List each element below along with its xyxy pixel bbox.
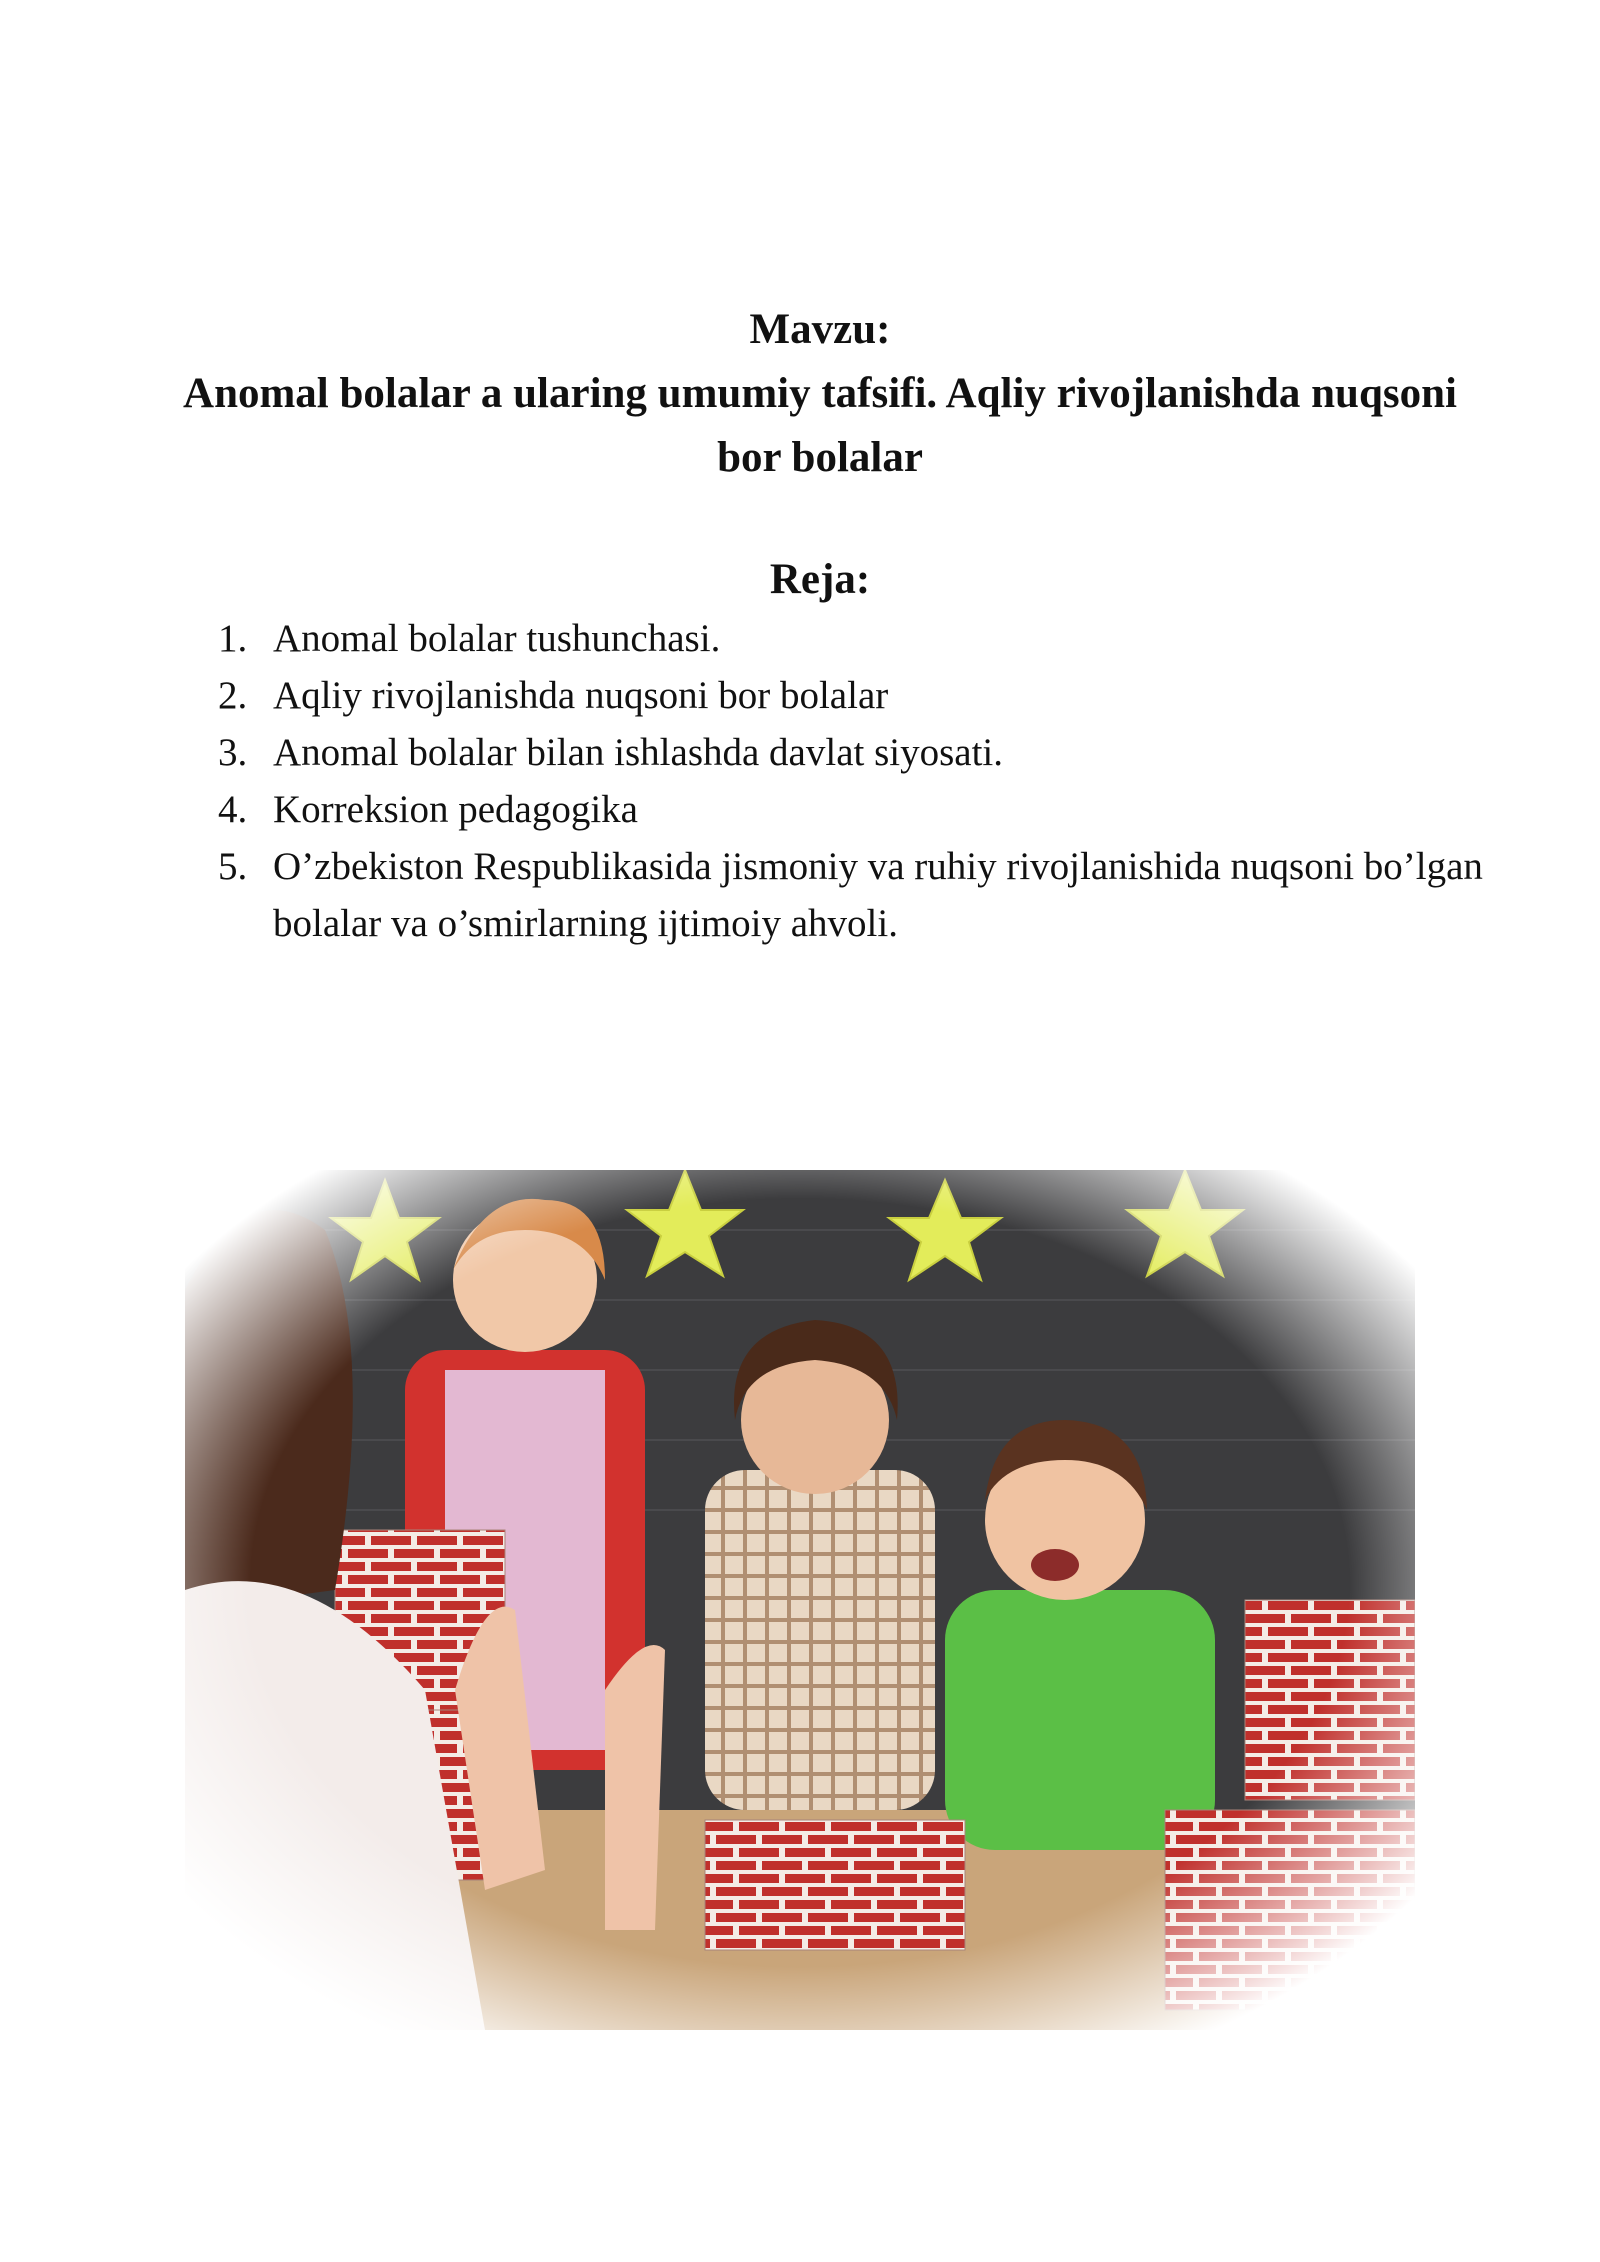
- plan-item-text: Anomal bolalar bilan ishlashda davlat siyosati.: [273, 731, 1004, 774]
- classroom-photo-illustration: [185, 1170, 1415, 2030]
- topic-label: Mavzu:: [749, 306, 891, 353]
- plan-item: [218, 724, 1508, 781]
- plan-item: [218, 667, 1508, 724]
- plan-item-number: 5.: [218, 845, 248, 888]
- plan-item-text: O’zbekiston Respublikasida jismoniy va ruhiy rivojlanishida nuqsoni bo’lgan bolalar va o’smirlarning ijtimoiy ahvoli.: [273, 845, 1483, 945]
- plan-item: [218, 781, 1508, 838]
- plan-list: [218, 610, 1508, 952]
- plan-item-number: 1.: [218, 617, 248, 660]
- plan-item-text: Anomal bolalar tushunchasi.: [273, 617, 721, 660]
- plan-item-number: 2.: [218, 674, 248, 717]
- plan-item-text: Korreksion pedagogika: [273, 788, 638, 831]
- plan-item: [218, 610, 1508, 667]
- document-title: Anomal bolalar a ularing umumiy tafsifi. Aqliy rivojlanishda nuqsoni bor bolalar: [183, 370, 1457, 481]
- plan-label: Reja:: [769, 556, 871, 603]
- plan-item-text: Aqliy rivojlanishda nuqsoni bor bolalar: [273, 674, 889, 717]
- classroom-photo: [185, 1170, 1415, 2030]
- plan-item-number: 4.: [218, 788, 248, 831]
- plan-item: [218, 838, 1508, 952]
- plan-item-number: 3.: [218, 731, 248, 774]
